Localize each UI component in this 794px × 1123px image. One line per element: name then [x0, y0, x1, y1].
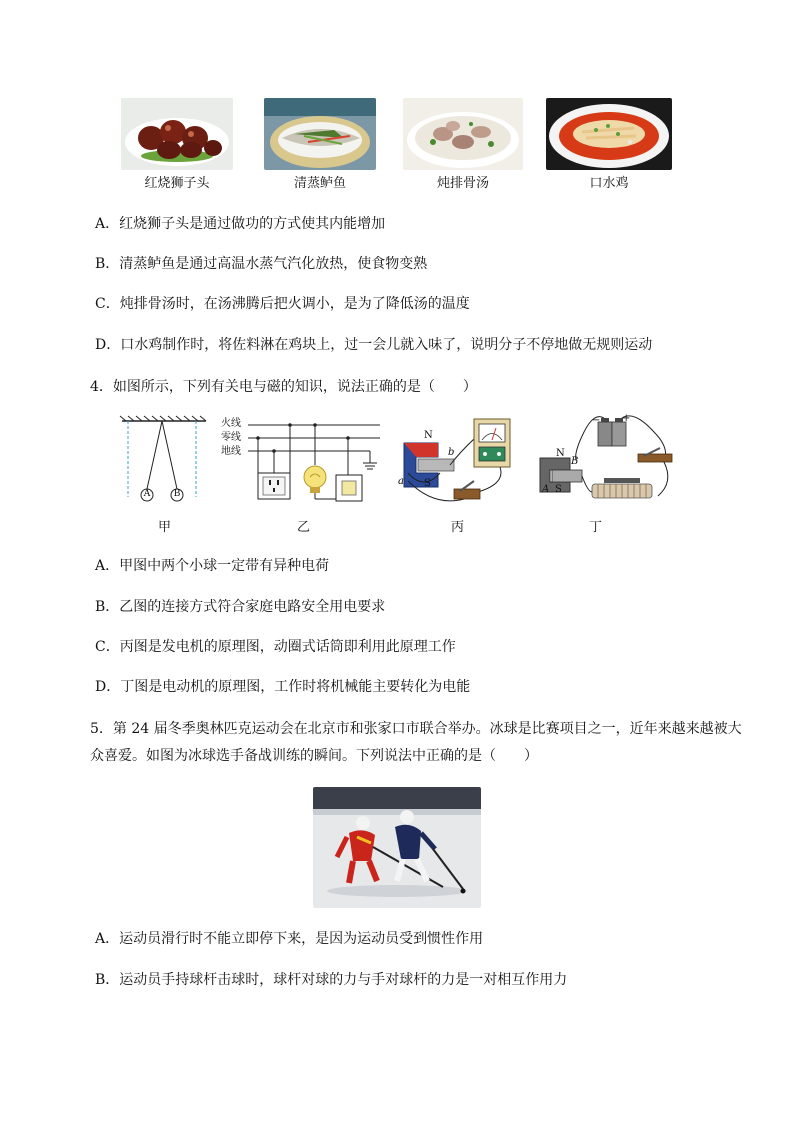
hockey-photo — [313, 787, 481, 908]
figure-ding-plus-label: + — [622, 413, 631, 424]
q4-option-b: B．乙图的连接方式符合家庭电路安全用电要求 — [95, 599, 386, 615]
q4-option-d: D．丁图是电动机的原理图，工作时将机械能主要转化为电能 — [95, 679, 471, 695]
q3-option-c: C．炖排骨汤时，在汤沸腾后把火调小，是为了降低汤的温度 — [95, 296, 470, 312]
food-photo-mouthwatering-chicken — [546, 98, 672, 170]
food-caption-2: 清蒸鲈鱼 — [293, 176, 346, 191]
figure-ding-caption: 丁 — [589, 520, 603, 535]
figure-bing-generator — [394, 415, 518, 511]
figure-ding-b-label: B — [571, 456, 579, 467]
food-caption-1: 红烧狮子头 — [144, 176, 210, 191]
q5-stem-line-1: 5．第 24 届冬季奥林匹克运动会在北京市和张家口市联合举办。冰球是比赛项目之一，近年来越来越被大 — [90, 721, 742, 737]
figure-yi-label-fire: 火线 — [221, 418, 241, 429]
figure-yi-household-circuit — [220, 415, 390, 505]
figure-ding-minus-label: − — [592, 415, 601, 426]
figure-yi-label-zero: 零线 — [221, 432, 241, 443]
food-photo-lion-head — [121, 98, 233, 170]
food-caption-3: 炖排骨汤 — [436, 176, 489, 191]
q4-option-c: C．丙图是发电机的原理图，动圈式话筒即利用此原理工作 — [95, 639, 456, 655]
figure-yi-caption: 乙 — [297, 520, 311, 535]
figure-bing-caption: 丙 — [451, 520, 465, 535]
figure-bing-n-label: N — [424, 430, 433, 441]
food-caption-4: 口水鸡 — [589, 176, 629, 191]
food-photo-rib-soup — [403, 98, 523, 170]
q3-option-b: B．清蒸鲈鱼是通过高温水蒸气汽化放热，使食物变熟 — [95, 256, 428, 272]
figure-jia-caption: 甲 — [158, 520, 172, 535]
figure-ding-a-label: A — [542, 484, 550, 495]
figure-bing-b-label: b — [448, 447, 455, 458]
figure-ding-n-label: N — [556, 448, 565, 459]
figure-jia-ball-a-label: A — [143, 489, 151, 499]
figure-ding-s-label: S — [555, 484, 562, 495]
q5-stem-line-2: 众喜爱。如图为冰球选手备战训练的瞬间。下列说法中正确的是（ ） — [90, 748, 538, 764]
q5-option-b: B．运动员手持球杆击球时，球杆对球的力与手对球杆的力是一对相互作用力 — [95, 972, 568, 988]
q3-option-d: D．口水鸡制作时，将佐料淋在鸡块上，过一会儿就入味了，说明分子不停地做无规则运动 — [95, 337, 653, 353]
figure-yi-label-ground: 地线 — [221, 446, 241, 457]
q3-option-a: A．红烧狮子头是通过做功的方式使其内能增加 — [95, 216, 386, 232]
figure-jia-pendulum — [118, 415, 210, 507]
figure-jia-ball-b-label: B — [173, 489, 181, 499]
q5-option-a: A．运动员滑行时不能立即停下来，是因为运动员受到惯性作用 — [95, 931, 484, 947]
figure-ding-motor — [534, 412, 682, 512]
q4-stem: 4．如图所示，下列有关电与磁的知识，说法正确的是（ ） — [90, 379, 477, 395]
figure-bing-a-label: a — [398, 476, 404, 487]
q4-option-a: A．甲图中两个小球一定带有异种电荷 — [95, 558, 330, 574]
food-photo-steamed-fish — [264, 98, 376, 170]
figure-bing-s-label: S — [424, 478, 431, 489]
